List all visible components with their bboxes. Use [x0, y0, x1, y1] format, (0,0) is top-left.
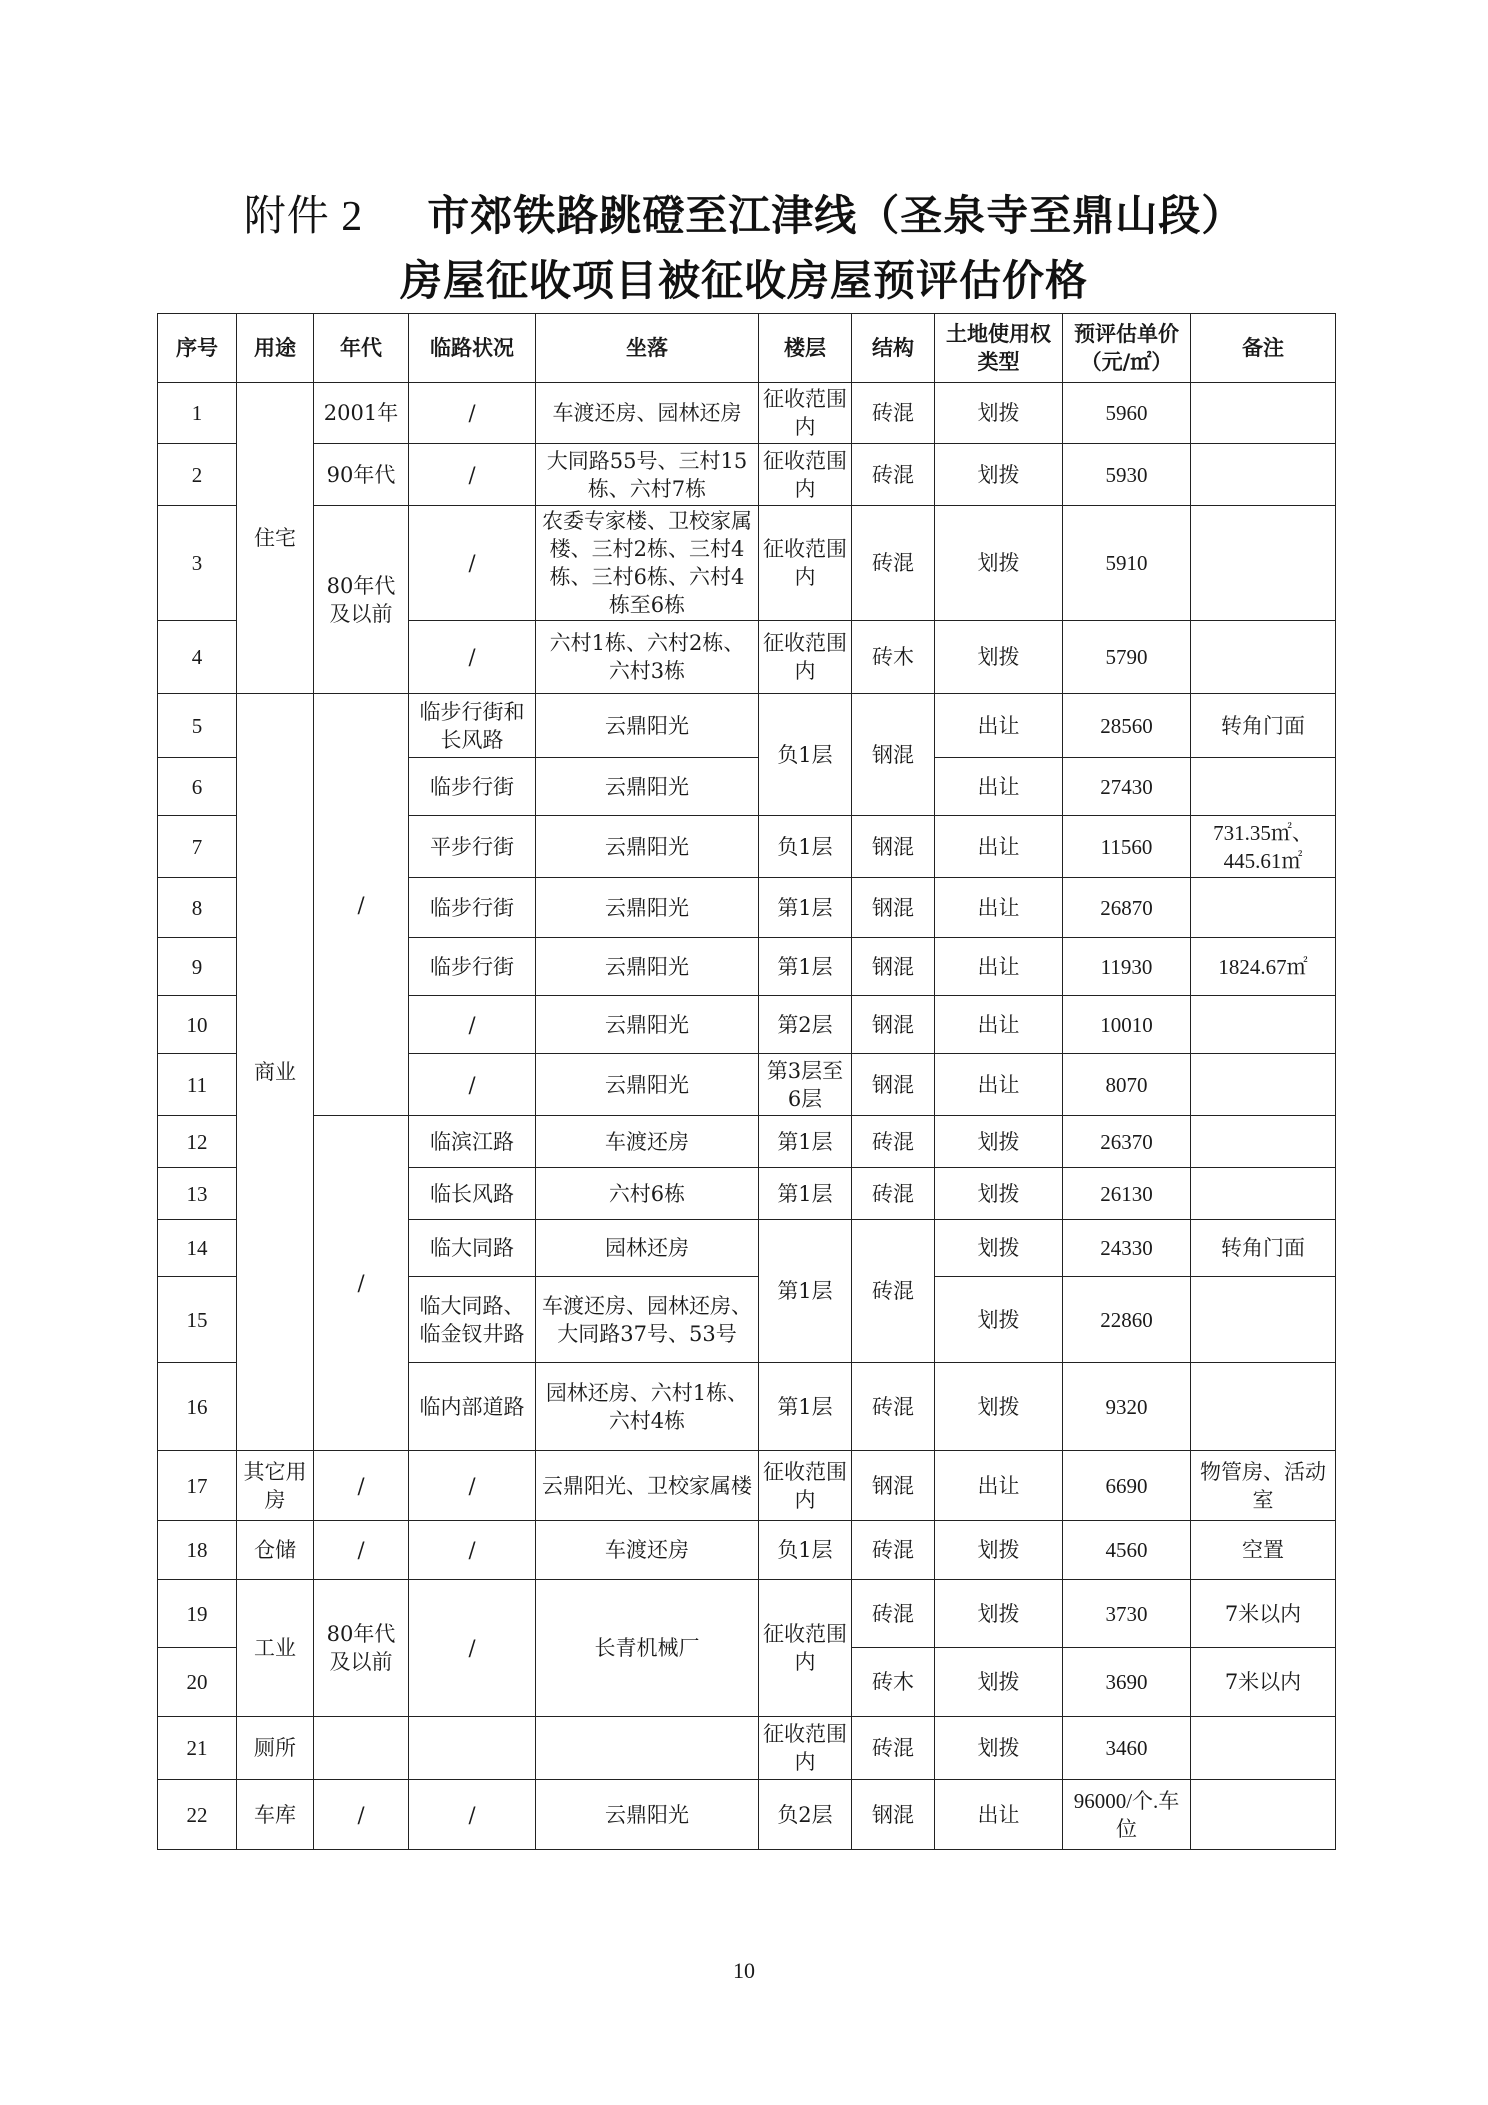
- header-cell: 年代: [314, 314, 409, 383]
- cell-era: [314, 1717, 409, 1780]
- cell-land-type: 出让: [935, 1451, 1063, 1521]
- cell-floor: 征收范围内: [759, 506, 852, 621]
- cell-road: /: [409, 444, 536, 506]
- cell-land-type: 出让: [935, 938, 1063, 996]
- cell-note: 空置: [1191, 1521, 1336, 1580]
- title-line-2: 房屋征收项目被征收房屋预评估价格: [399, 256, 1088, 305]
- cell-floor: 第1层: [759, 1116, 852, 1168]
- cell-floor: 第3层至6层: [759, 1054, 852, 1116]
- cell-era: 80年代及以前: [314, 1580, 409, 1717]
- cell-price: 26130: [1063, 1168, 1191, 1220]
- cell-road: 临内部道路: [409, 1363, 536, 1451]
- cell-price: 11930: [1063, 938, 1191, 996]
- cell-no: 20: [158, 1648, 237, 1717]
- table-row: [158, 506, 1336, 621]
- cell-structure: 砖木: [852, 621, 935, 694]
- cell-road: 平步行街: [409, 816, 536, 878]
- header-cell: 结构: [852, 314, 935, 383]
- cell-land-type: 划拨: [935, 1648, 1063, 1717]
- attachment-label: 附件 2: [243, 194, 364, 240]
- cell-use: 其它用房: [237, 1451, 314, 1521]
- cell-location: 云鼎阳光: [536, 758, 759, 816]
- cell-note: [1191, 1780, 1336, 1850]
- cell-price: 11560: [1063, 816, 1191, 878]
- cell-floor: 征收范围内: [759, 383, 852, 444]
- cell-no: 16: [158, 1363, 237, 1451]
- table-row: [158, 1116, 1336, 1168]
- cell-road: [409, 1717, 536, 1780]
- header-cell: 坐落: [536, 314, 759, 383]
- cell-structure: 砖混: [852, 1168, 935, 1220]
- cell-price: 8070: [1063, 1054, 1191, 1116]
- cell-structure: 砖混: [852, 1363, 935, 1451]
- cell-no: 21: [158, 1717, 237, 1780]
- cell-structure: 钢混: [852, 996, 935, 1054]
- cell-era: /: [314, 1780, 409, 1850]
- cell-land-type: 划拨: [935, 1363, 1063, 1451]
- header-cell: 土地使用权类型: [935, 314, 1063, 383]
- cell-no: 19: [158, 1580, 237, 1648]
- cell-floor: 第1层: [759, 1220, 852, 1363]
- cell-era: 90年代: [314, 444, 409, 506]
- cell-location: [536, 1717, 759, 1780]
- cell-road: 临大同路、临金钗井路: [409, 1277, 536, 1363]
- cell-location: 云鼎阳光: [536, 938, 759, 996]
- cell-price: 5790: [1063, 621, 1191, 694]
- cell-location: 车渡还房: [536, 1521, 759, 1580]
- cell-price: 3730: [1063, 1580, 1191, 1648]
- cell-note: [1191, 1717, 1336, 1780]
- cell-location: 车渡还房、园林还房、大同路37号、53号: [536, 1277, 759, 1363]
- cell-note: [1191, 878, 1336, 938]
- cell-floor: 第1层: [759, 1363, 852, 1451]
- cell-note: [1191, 506, 1336, 621]
- cell-note: [1191, 621, 1336, 694]
- cell-land-type: 出让: [935, 816, 1063, 878]
- cell-structure: 砖混: [852, 383, 935, 444]
- cell-land-type: 划拨: [935, 1521, 1063, 1580]
- cell-road: 临长风路: [409, 1168, 536, 1220]
- cell-location: 云鼎阳光、卫校家属楼: [536, 1451, 759, 1521]
- cell-location: 园林还房、六村1栋、六村4栋: [536, 1363, 759, 1451]
- cell-no: 5: [158, 694, 237, 758]
- cell-no: 14: [158, 1220, 237, 1277]
- cell-era: 80年代及以前: [314, 506, 409, 694]
- cell-location: 云鼎阳光: [536, 816, 759, 878]
- cell-note: [1191, 444, 1336, 506]
- table-row: [158, 1521, 1336, 1580]
- cell-floor: 第2层: [759, 996, 852, 1054]
- header-cell: 临路状况: [409, 314, 536, 383]
- cell-use: 车库: [237, 1780, 314, 1850]
- cell-road: /: [409, 996, 536, 1054]
- cell-no: 1: [158, 383, 237, 444]
- cell-floor: 负2层: [759, 1780, 852, 1850]
- cell-note: [1191, 996, 1336, 1054]
- cell-floor: 征收范围内: [759, 1451, 852, 1521]
- cell-note: [1191, 758, 1336, 816]
- cell-land-type: 出让: [935, 878, 1063, 938]
- cell-no: 15: [158, 1277, 237, 1363]
- cell-structure: 钢混: [852, 1451, 935, 1521]
- cell-note: 731.35㎡、445.61㎡: [1191, 816, 1336, 878]
- cell-land-type: 划拨: [935, 1168, 1063, 1220]
- table-row: [158, 444, 1336, 506]
- cell-note: [1191, 1054, 1336, 1116]
- header-cell: 预评估单价（元/㎡）: [1063, 314, 1191, 383]
- cell-location: 大同路55号、三村15栋、六村7栋: [536, 444, 759, 506]
- cell-road: /: [409, 383, 536, 444]
- cell-road: 临滨江路: [409, 1116, 536, 1168]
- cell-price: 5960: [1063, 383, 1191, 444]
- cell-structure: 钢混: [852, 1054, 935, 1116]
- table-header-row: [158, 314, 1336, 383]
- header-cell: 用途: [237, 314, 314, 383]
- cell-land-type: 划拨: [935, 1580, 1063, 1648]
- cell-road: /: [409, 1780, 536, 1850]
- cell-structure: 钢混: [852, 1780, 935, 1850]
- price-table: [157, 313, 1336, 1850]
- cell-price: 9320: [1063, 1363, 1191, 1451]
- cell-use: 住宅: [237, 383, 314, 694]
- cell-use: 商业: [237, 694, 314, 1451]
- cell-land-type: 划拨: [935, 506, 1063, 621]
- cell-structure: 砖混: [852, 1521, 935, 1580]
- cell-floor: 第1层: [759, 938, 852, 996]
- cell-structure: 砖混: [852, 1580, 935, 1648]
- cell-no: 3: [158, 506, 237, 621]
- cell-floor: 负1层: [759, 1521, 852, 1580]
- cell-road: /: [409, 1054, 536, 1116]
- cell-floor: 第1层: [759, 878, 852, 938]
- cell-road: 临步行街: [409, 758, 536, 816]
- cell-no: 9: [158, 938, 237, 996]
- cell-road: 临步行街: [409, 878, 536, 938]
- cell-note: 7米以内: [1191, 1580, 1336, 1648]
- cell-structure: 砖混: [852, 506, 935, 621]
- cell-price: 4560: [1063, 1521, 1191, 1580]
- cell-price: 10010: [1063, 996, 1191, 1054]
- cell-road: /: [409, 1451, 536, 1521]
- cell-land-type: 划拨: [935, 444, 1063, 506]
- table-row: [158, 383, 1336, 444]
- cell-no: 11: [158, 1054, 237, 1116]
- page-number: 10: [733, 1958, 755, 1983]
- cell-price: 3690: [1063, 1648, 1191, 1717]
- cell-road: /: [409, 621, 536, 694]
- cell-note: [1191, 1116, 1336, 1168]
- cell-location: 云鼎阳光: [536, 1054, 759, 1116]
- cell-note: [1191, 1168, 1336, 1220]
- cell-note: 转角门面: [1191, 694, 1336, 758]
- cell-no: 17: [158, 1451, 237, 1521]
- table-row: [158, 1717, 1336, 1780]
- cell-location: 车渡还房: [536, 1116, 759, 1168]
- cell-no: 2: [158, 444, 237, 506]
- cell-price: 5910: [1063, 506, 1191, 621]
- cell-land-type: 出让: [935, 1780, 1063, 1850]
- cell-structure: 钢混: [852, 694, 935, 816]
- cell-no: 7: [158, 816, 237, 878]
- cell-structure: 砖木: [852, 1648, 935, 1717]
- cell-structure: 钢混: [852, 878, 935, 938]
- cell-floor: 征收范围内: [759, 1717, 852, 1780]
- cell-price: 3460: [1063, 1717, 1191, 1780]
- cell-structure: 钢混: [852, 938, 935, 996]
- cell-note: 转角门面: [1191, 1220, 1336, 1277]
- cell-road: 临大同路: [409, 1220, 536, 1277]
- cell-location: 车渡还房、园林还房: [536, 383, 759, 444]
- header-cell: 备注: [1191, 314, 1336, 383]
- cell-use: 仓储: [237, 1521, 314, 1580]
- header-cell: 楼层: [759, 314, 852, 383]
- cell-no: 18: [158, 1521, 237, 1580]
- cell-note: 7米以内: [1191, 1648, 1336, 1717]
- cell-floor: 征收范围内: [759, 1580, 852, 1717]
- cell-location: 园林还房: [536, 1220, 759, 1277]
- cell-price: 26370: [1063, 1116, 1191, 1168]
- table-row: [158, 1451, 1336, 1521]
- cell-era: 2001年: [314, 383, 409, 444]
- cell-location: 云鼎阳光: [536, 878, 759, 938]
- cell-price: 5930: [1063, 444, 1191, 506]
- cell-structure: 砖混: [852, 444, 935, 506]
- cell-era: /: [314, 1451, 409, 1521]
- table-row: [158, 1580, 1336, 1648]
- cell-floor: 负1层: [759, 816, 852, 878]
- cell-land-type: 划拨: [935, 1717, 1063, 1780]
- cell-location: 农委专家楼、卫校家属楼、三村2栋、三村4栋、三村6栋、六村4栋至6栋: [536, 506, 759, 621]
- cell-price: 27430: [1063, 758, 1191, 816]
- cell-no: 22: [158, 1780, 237, 1850]
- cell-land-type: 划拨: [935, 383, 1063, 444]
- cell-floor: 征收范围内: [759, 444, 852, 506]
- cell-land-type: 划拨: [935, 1116, 1063, 1168]
- cell-road: 临步行街和长风路: [409, 694, 536, 758]
- cell-price: 22860: [1063, 1277, 1191, 1363]
- cell-no: 8: [158, 878, 237, 938]
- cell-road: 临步行街: [409, 938, 536, 996]
- cell-price: 6690: [1063, 1451, 1191, 1521]
- cell-note: 物管房、活动室: [1191, 1451, 1336, 1521]
- title-main: 市郊铁路跳磴至江津线（圣泉寺至鼎山段）: [427, 191, 1245, 240]
- cell-land-type: 出让: [935, 694, 1063, 758]
- cell-structure: 砖混: [852, 1220, 935, 1363]
- cell-land-type: 出让: [935, 758, 1063, 816]
- cell-use: 工业: [237, 1580, 314, 1717]
- cell-no: 12: [158, 1116, 237, 1168]
- cell-structure: 砖混: [852, 1116, 935, 1168]
- cell-no: 10: [158, 996, 237, 1054]
- cell-note: [1191, 383, 1336, 444]
- cell-price: 24330: [1063, 1220, 1191, 1277]
- cell-no: 13: [158, 1168, 237, 1220]
- cell-land-type: 出让: [935, 1054, 1063, 1116]
- cell-price: 96000/个.车位: [1063, 1780, 1191, 1850]
- cell-location: 六村6栋: [536, 1168, 759, 1220]
- title-line-1: [0, 183, 1488, 243]
- cell-land-type: 划拨: [935, 1277, 1063, 1363]
- cell-note: 1824.67㎡: [1191, 938, 1336, 996]
- cell-era: /: [314, 1116, 409, 1451]
- cell-floor: 第1层: [759, 1168, 852, 1220]
- cell-location: 云鼎阳光: [536, 1780, 759, 1850]
- cell-note: [1191, 1277, 1336, 1363]
- cell-location: 六村1栋、六村2栋、六村3栋: [536, 621, 759, 694]
- cell-floor: 负1层: [759, 694, 852, 816]
- cell-use: 厕所: [237, 1717, 314, 1780]
- cell-road: /: [409, 1580, 536, 1717]
- cell-road: /: [409, 506, 536, 621]
- cell-era: /: [314, 1521, 409, 1580]
- table-row: [158, 1780, 1336, 1850]
- cell-location: 长青机械厂: [536, 1580, 759, 1717]
- cell-land-type: 划拨: [935, 1220, 1063, 1277]
- table-row: [158, 694, 1336, 758]
- cell-floor: 征收范围内: [759, 621, 852, 694]
- header-cell: 序号: [158, 314, 237, 383]
- cell-structure: 钢混: [852, 816, 935, 878]
- cell-road: /: [409, 1521, 536, 1580]
- cell-no: 6: [158, 758, 237, 816]
- cell-era: /: [314, 694, 409, 1116]
- cell-price: 26870: [1063, 878, 1191, 938]
- cell-price: 28560: [1063, 694, 1191, 758]
- cell-land-type: 划拨: [935, 621, 1063, 694]
- cell-structure: 砖混: [852, 1717, 935, 1780]
- cell-land-type: 出让: [935, 996, 1063, 1054]
- cell-note: [1191, 1363, 1336, 1451]
- cell-location: 云鼎阳光: [536, 996, 759, 1054]
- cell-location: 云鼎阳光: [536, 694, 759, 758]
- cell-no: 4: [158, 621, 237, 694]
